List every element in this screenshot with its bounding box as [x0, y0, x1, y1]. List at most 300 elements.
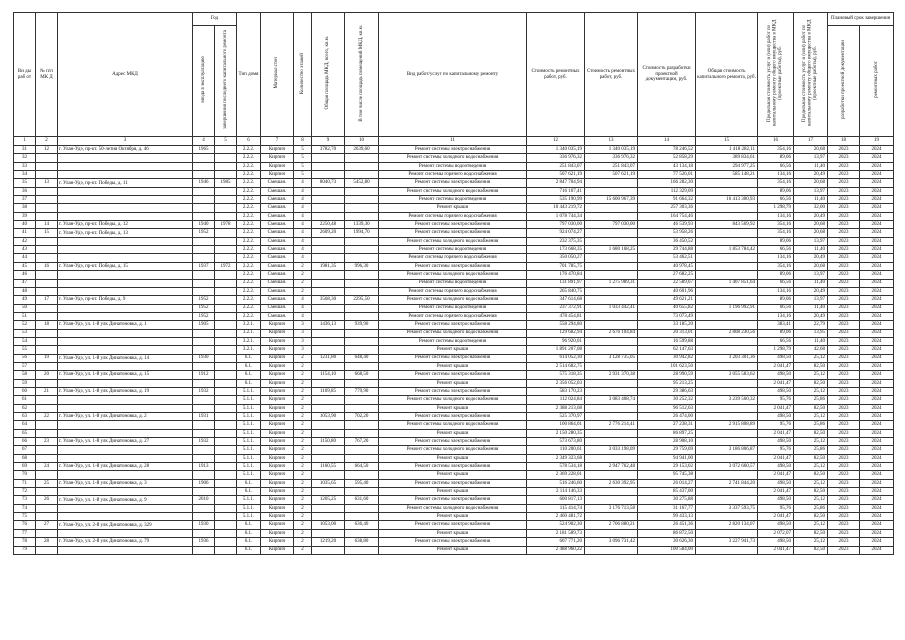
cell-limit-cost-1: 66,56	[758, 196, 794, 204]
cell-overall-cost	[696, 287, 758, 295]
cell-repair-cost: 558 294,80	[527, 321, 585, 329]
cell-repair-cost-total	[585, 179, 638, 187]
cell-limit-cost-2: 32,00	[794, 204, 828, 212]
cell-plan-design-year: 2023	[828, 471, 860, 479]
cell-mkd-number	[36, 271, 58, 279]
cell-floors: 2	[294, 513, 312, 521]
cell-plan-design-year: 2023	[828, 463, 860, 471]
cell-wall-material: Смешан.	[261, 271, 294, 279]
cell-mkd-number	[36, 337, 58, 345]
cell-work-kind: Ремонт системы электроснабжения	[379, 438, 527, 446]
cell-house-type: 5.1.1.	[237, 438, 261, 446]
cell-plan-repair-year: 2024	[860, 379, 894, 387]
cell-plan-repair-year: 2024	[860, 337, 894, 345]
cell-limit-cost-1: 95,76	[758, 446, 794, 454]
table-row	[14, 146, 894, 154]
cell-plan-repair-year: 2024	[860, 529, 894, 537]
cell-plan-design-year: 2023	[828, 287, 860, 295]
cell-house-type: 6.1.	[237, 379, 261, 387]
cell-repair-cost: 2 181 589,73	[527, 529, 585, 537]
cell-house-type: 3.2.1.	[237, 346, 261, 354]
cell-repair-cost: 2 114 146,33	[527, 488, 585, 496]
cell-year-commissioning: 1937	[193, 262, 215, 270]
cell-repair-cost: 336 976,32	[527, 154, 585, 162]
column-number: 7	[261, 137, 294, 146]
cell-year-commissioning: 1930	[193, 354, 215, 362]
cell-year-commissioning	[193, 337, 215, 345]
cell-repair-cost: 1 078 744,34	[527, 212, 585, 220]
cell-limit-cost-1: 354,16	[758, 221, 794, 229]
cell-year-commissioning	[193, 287, 215, 295]
cell-address	[58, 404, 193, 412]
cell-wall-material: Смешан.	[261, 262, 294, 270]
table-row	[14, 221, 894, 229]
cell-mkd-number	[36, 396, 58, 404]
cell-total-area	[312, 471, 345, 479]
cell-address	[58, 279, 193, 287]
cell-year-last-repair	[215, 546, 237, 554]
cell-total-area	[312, 271, 345, 279]
cell-plan-repair-year: 2024	[860, 504, 894, 512]
header-work-type: Ви ды раб от	[14, 13, 36, 137]
cell-year-commissioning: 1952	[193, 296, 215, 304]
cell-row-index: 63	[14, 413, 36, 421]
cell-wall-material: Кирпич	[261, 538, 294, 546]
cell-floors: 2	[294, 529, 312, 537]
cell-plan-design-year: 2023	[828, 379, 860, 387]
cell-total-area	[312, 237, 345, 245]
cell-address: г. Улан-Удэ, ул. 1-й улк Динатоновка, д. 2	[58, 413, 193, 421]
cell-year-last-repair	[215, 171, 237, 179]
cell-plan-design-year: 2023	[828, 413, 860, 421]
cell-plan-repair-year: 2024	[860, 479, 894, 487]
cell-year-last-repair	[215, 329, 237, 337]
cell-work-kind: Ремонт крыши	[379, 204, 527, 212]
cell-year-last-repair: 1985	[215, 179, 237, 187]
cell-repair-cost: 2 847 704,94	[527, 179, 585, 187]
cell-year-last-repair	[215, 354, 237, 362]
cell-limit-cost-1: 498,50	[758, 387, 794, 395]
cell-limit-cost-2: 20,49	[794, 254, 828, 262]
cell-limit-cost-1: 2 041,47	[758, 379, 794, 387]
cell-plan-repair-year: 2024	[860, 371, 894, 379]
cell-repair-cost: 716 107,41	[527, 187, 585, 195]
cell-wall-material: Кирпич	[261, 488, 294, 496]
cell-row-index: 69	[14, 463, 36, 471]
cell-house-type: 2.2.2.	[237, 196, 261, 204]
cell-plan-design-year: 2023	[828, 296, 860, 304]
cell-wall-material: Кирпич	[261, 504, 294, 512]
cell-year-commissioning	[193, 454, 215, 462]
cell-premises-area	[345, 304, 379, 312]
cell-overall-cost	[696, 346, 758, 354]
table-body	[14, 146, 894, 555]
cell-row-index: 71	[14, 479, 36, 487]
cell-year-last-repair	[215, 287, 237, 295]
cell-floors: 2	[294, 546, 312, 554]
cell-address	[58, 162, 193, 170]
cell-overall-cost: 2 808 230,56	[696, 329, 758, 337]
cell-floors: 2	[294, 271, 312, 279]
cell-mkd-number	[36, 171, 58, 179]
cell-house-type: 5.1.1.	[237, 504, 261, 512]
table-row	[14, 438, 894, 446]
cell-limit-cost-2: 25,12	[794, 521, 828, 529]
cell-overall-cost: 1 407 851,64	[696, 279, 758, 287]
cell-floors: 4	[294, 237, 312, 245]
cell-overall-cost	[696, 387, 758, 395]
cell-repair-cost: 478 454,81	[527, 312, 585, 320]
cell-year-commissioning: 1952	[193, 304, 215, 312]
cell-floors: 3	[294, 321, 312, 329]
cell-limit-cost-2: 25,12	[794, 479, 828, 487]
table-row	[14, 521, 894, 529]
cell-limit-cost-2: 20,49	[794, 171, 828, 179]
cell-floors: 5	[294, 146, 312, 154]
cell-row-index: 34	[14, 171, 36, 179]
cell-plan-repair-year: 2024	[860, 187, 894, 195]
cell-premises-area	[345, 271, 379, 279]
cell-premises-area	[345, 287, 379, 295]
cell-year-last-repair	[215, 538, 237, 546]
cell-premises-area	[345, 346, 379, 354]
cell-repair-cost: 2 488 960,22	[527, 546, 585, 554]
cell-plan-design-year: 2023	[828, 529, 860, 537]
cell-repair-cost-total	[585, 262, 638, 270]
cell-overall-cost: 3 337 593,75	[696, 504, 758, 512]
cell-wall-material: Смешан.	[261, 229, 294, 237]
cell-year-last-repair	[215, 387, 237, 395]
cell-total-area: 2250,48	[312, 221, 345, 229]
cell-plan-design-year: 2023	[828, 221, 860, 229]
cell-work-kind: Ремонт системы горячего водоснабжения	[379, 312, 527, 320]
cell-design-cost: 26 451,36	[638, 521, 696, 529]
cell-limit-cost-1: 2 041,47	[758, 404, 794, 412]
cell-limit-cost-1: 66,56	[758, 279, 794, 287]
cell-overall-cost: 294 977,25	[696, 162, 758, 170]
cell-limit-cost-1: 498,50	[758, 479, 794, 487]
cell-overall-cost: 3 055 583,62	[696, 371, 758, 379]
cell-address	[58, 329, 193, 337]
cell-premises-area	[345, 362, 379, 370]
cell-address	[58, 504, 193, 512]
cell-year-commissioning	[193, 471, 215, 479]
cell-repair-cost-total: 15 600 967,39	[585, 196, 638, 204]
cell-wall-material: Кирпич	[261, 396, 294, 404]
cell-premises-area	[345, 504, 379, 512]
cell-limit-cost-2: 82,50	[794, 454, 828, 462]
column-number: 15	[696, 137, 758, 146]
cell-wall-material: Смешан.	[261, 246, 294, 254]
cell-work-kind: Ремонт крыши	[379, 513, 527, 521]
cell-plan-repair-year: 2024	[860, 271, 894, 279]
cell-wall-material: Смешан.	[261, 254, 294, 262]
cell-house-type: 2.2.2.	[237, 296, 261, 304]
cell-row-index: 36	[14, 187, 36, 195]
table-row	[14, 204, 894, 212]
cell-plan-design-year: 2023	[828, 271, 860, 279]
cell-repair-cost-total	[585, 546, 638, 554]
cell-house-type: 6.1.	[237, 362, 261, 370]
cell-repair-cost-total	[585, 387, 638, 395]
cell-plan-repair-year: 2024	[860, 246, 894, 254]
cell-total-area: 1169,85	[312, 387, 345, 395]
table-row	[14, 529, 894, 537]
cell-overall-cost	[696, 179, 758, 187]
cell-total-area	[312, 287, 345, 295]
cell-floors: 2	[294, 521, 312, 529]
cell-year-commissioning: 1952	[193, 312, 215, 320]
table-row	[14, 454, 894, 462]
cell-address: г. Улан-Удэ, ул. 1-й улк Динатоновка, д. 9	[58, 496, 193, 504]
cell-year-commissioning: 1952	[193, 229, 215, 237]
cell-house-type: 3.2.1.	[237, 321, 261, 329]
cell-premises-area	[345, 312, 379, 320]
cell-house-type: 2.2.2.	[237, 287, 261, 295]
cell-year-last-repair	[215, 396, 237, 404]
cell-row-index: 59	[14, 379, 36, 387]
cell-year-last-repair	[215, 312, 237, 320]
table-row	[14, 387, 894, 395]
cell-premises-area	[345, 254, 379, 262]
cell-work-kind: Ремонт системы электроснабжения	[379, 538, 527, 546]
cell-work-kind: Ремонт крыши	[379, 471, 527, 479]
cell-overall-cost	[696, 513, 758, 521]
cell-repair-cost: 507 621,19	[527, 171, 585, 179]
cell-design-cost: 99 433,13	[638, 513, 696, 521]
header-repair-cost-total: Стоимость ремонтных работ, руб.	[585, 13, 638, 137]
cell-wall-material: Кирпич	[261, 521, 294, 529]
cell-work-kind: Ремонт системы холодного водоснабжения	[379, 154, 527, 162]
cell-limit-cost-2: 20,68	[794, 179, 828, 187]
cell-design-cost: 85 437,00	[638, 488, 696, 496]
cell-repair-cost-total	[585, 496, 638, 504]
cell-house-type: 5.1.1.	[237, 496, 261, 504]
cell-wall-material: Кирпич	[261, 171, 294, 179]
header-plan-design: разработки проектной документации	[828, 26, 860, 137]
cell-overall-cost	[696, 413, 758, 421]
cell-floors: 5	[294, 171, 312, 179]
table-row	[14, 404, 894, 412]
cell-repair-cost-total: 2 931 370,38	[585, 371, 638, 379]
cell-row-index: 41	[14, 229, 36, 237]
cell-repair-cost-total	[585, 212, 638, 220]
cell-wall-material: Смешан.	[261, 287, 294, 295]
cell-repair-cost-total	[585, 254, 638, 262]
cell-repair-cost: 350 050,27	[527, 254, 585, 262]
cell-limit-cost-1: 498,50	[758, 521, 794, 529]
cell-total-area: 3568,30	[312, 296, 345, 304]
cell-limit-cost-2: 20,49	[794, 312, 828, 320]
cell-overall-cost	[696, 488, 758, 496]
cell-house-type: 5.1.1.	[237, 421, 261, 429]
table-row	[14, 379, 894, 387]
cell-limit-cost-2: 25,86	[794, 446, 828, 454]
cell-total-area	[312, 187, 345, 195]
cell-overall-cost: 843 569,92	[696, 221, 758, 229]
cell-limit-cost-1: 498,50	[758, 413, 794, 421]
cell-total-area	[312, 204, 345, 212]
cell-plan-repair-year: 2024	[860, 538, 894, 546]
cell-wall-material: Кирпич	[261, 454, 294, 462]
cell-limit-cost-2: 82,50	[794, 513, 828, 521]
cell-plan-repair-year: 2024	[860, 229, 894, 237]
cell-plan-design-year: 2023	[828, 404, 860, 412]
cell-repair-cost-total: 3 096 731,42	[585, 538, 638, 546]
cell-work-kind: Ремонт крыши	[379, 379, 527, 387]
cell-row-index: 56	[14, 354, 36, 362]
column-number: 18	[828, 137, 860, 146]
cell-floors: 2	[294, 362, 312, 370]
cell-limit-cost-1: 2 041,47	[758, 454, 794, 462]
cell-limit-cost-1: 134,16	[758, 171, 794, 179]
cell-work-kind: Ремонт системы водоотведения	[379, 304, 527, 312]
cell-limit-cost-1: 134,16	[758, 287, 794, 295]
cell-plan-repair-year: 2024	[860, 254, 894, 262]
cell-house-type: 5.1.1.	[237, 429, 261, 437]
cell-year-commissioning	[193, 504, 215, 512]
cell-year-last-repair	[215, 421, 237, 429]
cell-row-index: 70	[14, 471, 36, 479]
cell-address	[58, 287, 193, 295]
cell-year-last-repair	[215, 279, 237, 287]
cell-plan-design-year: 2023	[828, 154, 860, 162]
cell-work-kind: Ремонт крыши	[379, 429, 527, 437]
column-number: 17	[794, 137, 828, 146]
cell-plan-design-year: 2023	[828, 262, 860, 270]
document-page	[13, 12, 893, 555]
cell-floors: 2	[294, 471, 312, 479]
cell-mkd-number	[36, 237, 58, 245]
cell-year-commissioning: 1930	[193, 521, 215, 529]
cell-mkd-number: 23	[36, 438, 58, 446]
cell-plan-design-year: 2023	[828, 179, 860, 187]
cell-plan-repair-year: 2024	[860, 196, 894, 204]
cell-premises-area	[345, 246, 379, 254]
cell-repair-cost: 2 356 052,03	[527, 379, 585, 387]
cell-row-index: 48	[14, 287, 36, 295]
cell-wall-material: Кирпич	[261, 479, 294, 487]
cell-overall-cost: 1 418 282,11	[696, 146, 758, 154]
cell-limit-cost-2: 25,86	[794, 396, 828, 404]
cell-mkd-number	[36, 246, 58, 254]
cell-limit-cost-2: 82,50	[794, 488, 828, 496]
cell-floors: 4	[294, 304, 312, 312]
table-row	[14, 463, 894, 471]
cell-design-cost: 36 450,52	[638, 237, 696, 245]
column-number: 9	[312, 137, 345, 146]
cell-address: г. Улан-Удэ, ул. 1-й улк Динатоновка, д. 3	[58, 479, 193, 487]
cell-year-commissioning	[193, 362, 215, 370]
cell-limit-cost-2: 25,12	[794, 538, 828, 546]
cell-mkd-number	[36, 154, 58, 162]
cell-plan-repair-year: 2024	[860, 496, 894, 504]
cell-wall-material: Смешан.	[261, 204, 294, 212]
cell-premises-area	[345, 154, 379, 162]
cell-floors: 2	[294, 371, 312, 379]
header-limit-cost-2: Предельная стоимость услуг и (или) работ по капитальному ремонту общего имущества в МКД (проектные работы), руб.	[794, 13, 828, 137]
cell-premises-area	[345, 212, 379, 220]
cell-limit-cost-1: 1 298,79	[758, 346, 794, 354]
cell-plan-design-year: 2023	[828, 337, 860, 345]
header-house-type: Тип домя	[237, 13, 261, 137]
cell-limit-cost-1: 89,06	[758, 329, 794, 337]
header-design-cost: Стоимость разработки проектной документации, руб.	[638, 13, 696, 137]
cell-mkd-number	[36, 488, 58, 496]
cell-mkd-number: 27	[36, 521, 58, 529]
cell-total-area	[312, 546, 345, 554]
header-wall-material: Материал стен	[261, 13, 294, 137]
cell-overall-cost: 585 148,21	[696, 171, 758, 179]
cell-premises-area	[345, 196, 379, 204]
cell-row-index: 78	[14, 538, 36, 546]
cell-design-cost: 28 908,10	[638, 438, 696, 446]
cell-floors: 2	[294, 413, 312, 421]
table-row	[14, 246, 894, 254]
cell-premises-area	[345, 162, 379, 170]
cell-work-kind: Ремонт системы электроснабжения	[379, 179, 527, 187]
cell-total-area	[312, 337, 345, 345]
cell-address: г. Улан-Удэ, ул. 1-й улк Динатоновка, д. 1	[58, 321, 193, 329]
cell-design-cost: 86 897,25	[638, 429, 696, 437]
cell-house-type: 2.2.2.	[237, 237, 261, 245]
cell-limit-cost-1: 89,06	[758, 237, 794, 245]
cell-limit-cost-1: 2 041,47	[758, 513, 794, 521]
cell-mkd-number	[36, 196, 58, 204]
header-year-commissioning: ввода в эксплуатацию	[193, 26, 215, 137]
header-year-group: Год	[193, 13, 237, 26]
cell-wall-material: Кирпич	[261, 513, 294, 521]
cell-plan-repair-year: 2024	[860, 287, 894, 295]
cell-plan-repair-year: 2024	[860, 179, 894, 187]
cell-floors: 2	[294, 463, 312, 471]
cell-address	[58, 212, 193, 220]
cell-mkd-number: 14	[36, 221, 58, 229]
cell-overall-cost	[696, 529, 758, 537]
cell-mkd-number	[36, 346, 58, 354]
cell-mkd-number	[36, 404, 58, 412]
cell-house-type: 2.2.2.	[237, 221, 261, 229]
cell-row-index: 76	[14, 521, 36, 529]
cell-year-last-repair	[215, 371, 237, 379]
cell-house-type: 5.1.1.	[237, 471, 261, 479]
table-row	[14, 229, 894, 237]
cell-limit-cost-1: 95,76	[758, 421, 794, 429]
cell-house-type: 5.1.1.	[237, 454, 261, 462]
cell-row-index: 65	[14, 429, 36, 437]
cell-floors: 4	[294, 296, 312, 304]
table-row	[14, 162, 894, 170]
cell-repair-cost-total	[585, 429, 638, 437]
cell-total-area: 1154,10	[312, 371, 345, 379]
cell-plan-design-year: 2023	[828, 362, 860, 370]
cell-repair-cost-total	[585, 296, 638, 304]
cell-year-commissioning	[193, 162, 215, 170]
cell-address	[58, 471, 193, 479]
table-row	[14, 538, 894, 546]
cell-house-type: 2.2.2.	[237, 179, 261, 187]
cell-plan-repair-year: 2024	[860, 546, 894, 554]
cell-plan-design-year: 2023	[828, 312, 860, 320]
cell-limit-cost-1: 2 041,47	[758, 362, 794, 370]
cell-year-last-repair	[215, 362, 237, 370]
cell-year-commissioning	[193, 346, 215, 354]
column-number: 16	[758, 137, 794, 146]
cell-repair-cost: 2 150 280,35	[527, 429, 585, 437]
table-row	[14, 371, 894, 379]
cell-floors: 2	[294, 504, 312, 512]
cell-limit-cost-2: 20,49	[794, 287, 828, 295]
